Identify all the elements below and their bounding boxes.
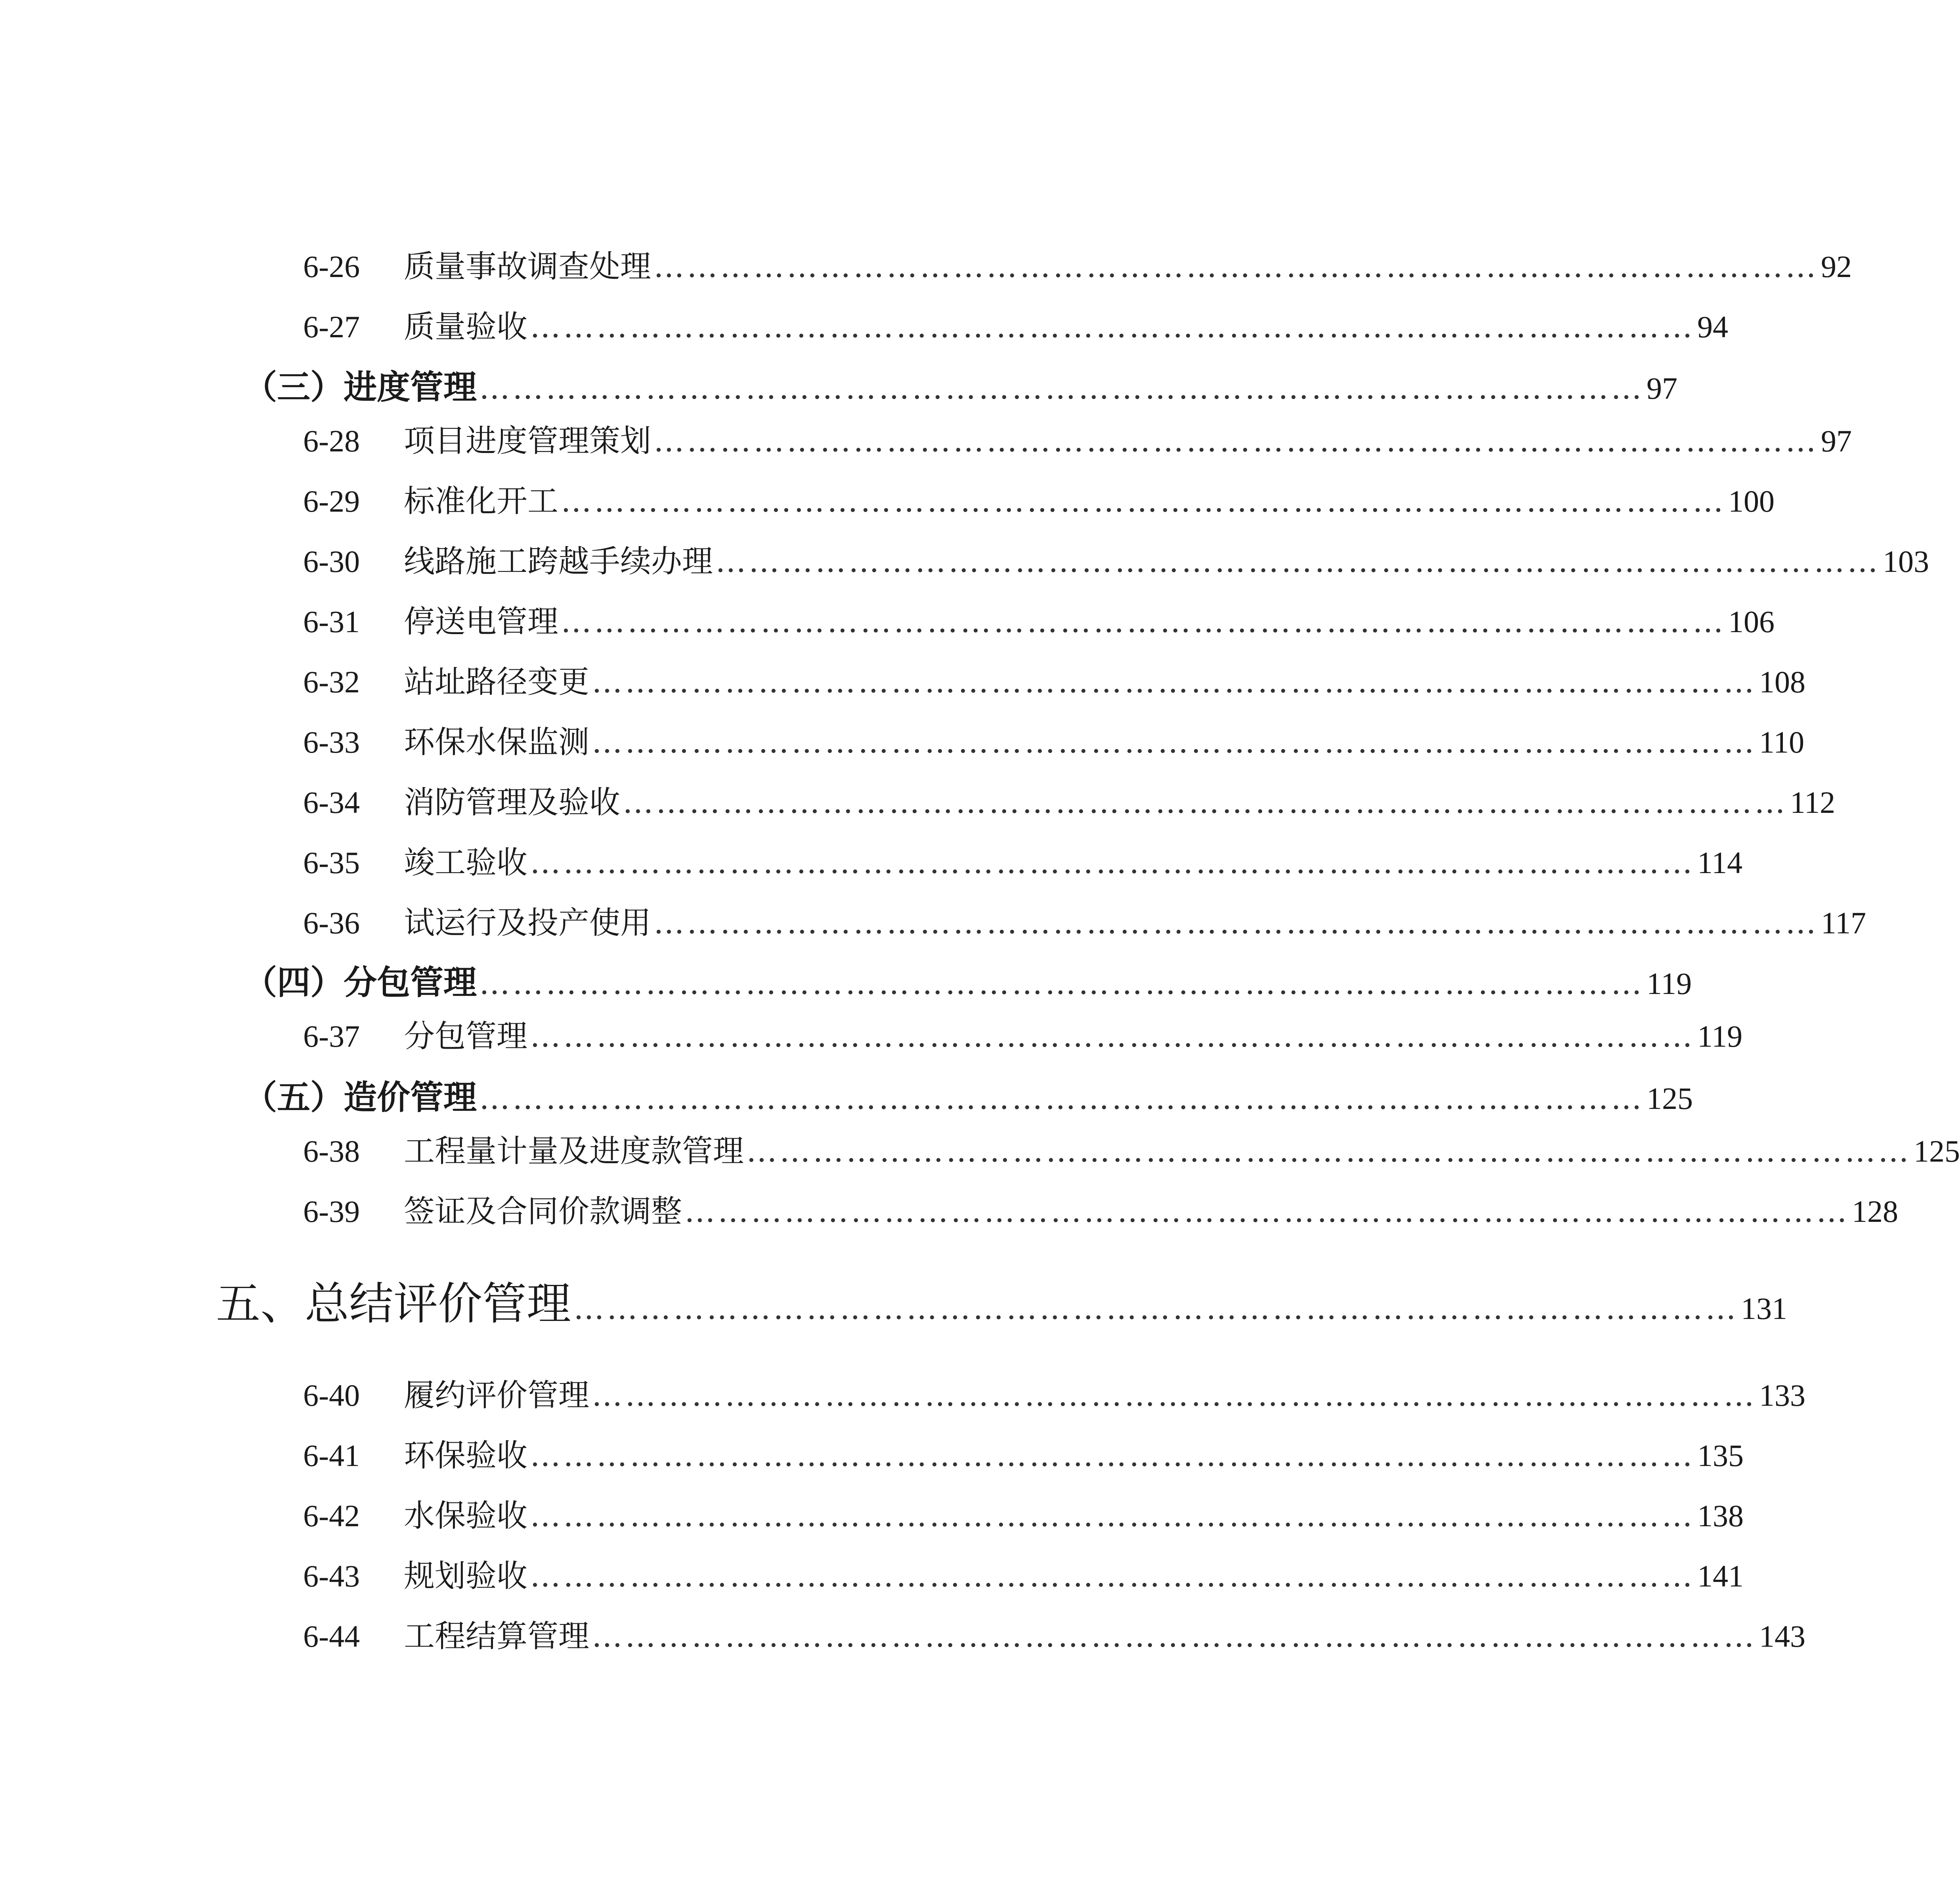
dot-leader: …………………………………………………………………………………………… xyxy=(746,1133,1912,1169)
page-number: 94 xyxy=(1697,310,1729,344)
page-number: 143 xyxy=(1759,1619,1806,1653)
entry-title: 环保水保监测 xyxy=(404,724,590,760)
dot-leader: …………………………………………………………………………………………… xyxy=(530,845,1695,881)
entry-number: 6-43 xyxy=(303,1559,360,1593)
toc-entry-6-42[interactable] xyxy=(303,1491,1744,1539)
page-number: 114 xyxy=(1697,845,1743,880)
toc-entry-6-41[interactable] xyxy=(303,1431,1744,1478)
toc-entry-6-35[interactable] xyxy=(303,838,1743,885)
entry-title: 水保验收 xyxy=(404,1498,528,1534)
dot-leader: …………………………………………………………………………………………… xyxy=(715,544,1881,579)
page-number: 141 xyxy=(1697,1559,1744,1593)
entry-number: 6-31 xyxy=(303,604,360,639)
entry-number: 6-41 xyxy=(303,1438,360,1473)
toc-entry-6-39[interactable] xyxy=(303,1187,1899,1234)
dot-leader: …………………………………………………………………………………………… xyxy=(530,1019,1695,1054)
entry-number: 6-27 xyxy=(303,310,360,344)
page-number: 108 xyxy=(1759,665,1806,699)
entry-title: 标准化开工 xyxy=(404,484,559,519)
dot-leader: …………………………………………………………………………………………… xyxy=(530,309,1695,345)
chapter-title: 五、总结评价管理 xyxy=(216,1278,571,1330)
toc-entry-6-40[interactable] xyxy=(303,1370,1806,1418)
entry-title: 停送电管理 xyxy=(404,604,559,640)
section-title: （四）分包管理 xyxy=(244,963,477,1002)
entry-title: 签证及合同价款调整 xyxy=(404,1194,682,1229)
toc-entry-6-44[interactable] xyxy=(303,1611,1806,1659)
page-number: 128 xyxy=(1852,1194,1899,1229)
dot-leader: …………………………………………………………………………………………… xyxy=(530,1438,1695,1474)
page-number: 97 xyxy=(1647,371,1678,405)
dot-leader: …………………………………………………………………………………………… xyxy=(479,371,1645,406)
entry-title: 分包管理 xyxy=(404,1019,528,1054)
entry-title: 质量事故调查处理 xyxy=(404,249,651,285)
entry-number: 6-39 xyxy=(303,1194,360,1229)
page-number: 106 xyxy=(1728,604,1775,639)
dot-leader: …………………………………………………………………………………………… xyxy=(592,1378,1757,1413)
page-number: 131 xyxy=(1741,1291,1787,1326)
toc-entry-6-27[interactable] xyxy=(303,302,1729,350)
toc-entry-6-33[interactable] xyxy=(303,717,1805,765)
entry-title: 履约评价管理 xyxy=(404,1378,590,1413)
toc-entry-6-36[interactable] xyxy=(303,898,1866,946)
page-number: 135 xyxy=(1697,1438,1744,1473)
page-number: 119 xyxy=(1647,966,1692,1001)
entry-number: 6-44 xyxy=(303,1619,360,1653)
entry-number: 6-37 xyxy=(303,1019,360,1053)
entry-title: 工程量计量及进度款管理 xyxy=(404,1133,744,1169)
dot-leader: …………………………………………………………………………………………… xyxy=(684,1194,1850,1229)
entry-number: 6-32 xyxy=(303,665,360,699)
toc-entry-6-37[interactable] xyxy=(303,1011,1743,1059)
entry-title: 消防管理及验收 xyxy=(404,785,621,820)
dot-leader: …………………………………………………………………………………………… xyxy=(530,1498,1695,1534)
entry-number: 6-38 xyxy=(303,1134,360,1168)
toc-entry-6-28[interactable] xyxy=(303,416,1852,464)
entry-number: 6-26 xyxy=(303,249,360,284)
dot-leader: …………………………………………………………………………………………… xyxy=(530,1558,1695,1594)
entry-title: 线路施工跨越手续办理 xyxy=(404,544,713,579)
dot-leader: …………………………………………………………………………………………… xyxy=(653,905,1819,941)
toc-entry-6-43[interactable] xyxy=(303,1551,1744,1599)
section-title: （五）造价管理 xyxy=(244,1078,477,1117)
page-number: 119 xyxy=(1697,1019,1743,1053)
page-number: 117 xyxy=(1821,906,1866,940)
page-number: 92 xyxy=(1821,249,1852,284)
entry-number: 6-30 xyxy=(303,544,360,579)
toc-section-subcontract-management[interactable] xyxy=(244,956,1692,1003)
page-number: 103 xyxy=(1883,544,1929,579)
entry-title: 规划验收 xyxy=(404,1558,528,1594)
page-number: 125 xyxy=(1914,1134,1960,1168)
entry-number: 6-34 xyxy=(303,785,360,820)
page-number: 125 xyxy=(1647,1081,1693,1116)
page-number: 133 xyxy=(1759,1378,1806,1412)
dot-leader: …………………………………………………………………………………………… xyxy=(592,664,1757,700)
dot-leader: …………………………………………………………………………………………… xyxy=(479,1081,1645,1116)
toc-entry-6-26[interactable] xyxy=(303,242,1852,289)
dot-leader: …………………………………………………………………………………………… xyxy=(653,249,1819,285)
page-number: 100 xyxy=(1728,484,1775,518)
dot-leader: …………………………………………………………………………………………… xyxy=(561,604,1726,640)
entry-number: 6-33 xyxy=(303,725,360,759)
dot-leader: …………………………………………………………………………………………… xyxy=(561,484,1726,519)
toc-chapter-summary-evaluation[interactable] xyxy=(216,1268,1787,1332)
toc-section-progress-management[interactable] xyxy=(244,361,1678,408)
entry-number: 6-28 xyxy=(303,424,360,458)
entry-title: 竣工验收 xyxy=(404,845,528,881)
toc-section-cost-management[interactable] xyxy=(244,1071,1693,1118)
toc-entry-6-34[interactable] xyxy=(303,778,1836,825)
entry-title: 环保验收 xyxy=(404,1438,528,1474)
entry-title: 项目进度管理策划 xyxy=(404,423,651,459)
toc-entry-6-31[interactable] xyxy=(303,597,1775,644)
section-title: （三）进度管理 xyxy=(244,368,477,407)
page-number: 110 xyxy=(1759,725,1805,759)
dot-leader: …………………………………………………………………………………………… xyxy=(573,1291,1738,1326)
entry-number: 6-40 xyxy=(303,1378,360,1412)
dot-leader: …………………………………………………………………………………………… xyxy=(592,1619,1757,1654)
entry-title: 试运行及投产使用 xyxy=(404,905,651,941)
dot-leader: …………………………………………………………………………………………… xyxy=(592,724,1757,760)
entry-number: 6-36 xyxy=(303,906,360,940)
entry-number: 6-42 xyxy=(303,1498,360,1533)
page-number: 112 xyxy=(1790,785,1836,820)
entry-title: 工程结算管理 xyxy=(404,1619,590,1654)
toc-entry-6-32[interactable] xyxy=(303,657,1806,705)
entry-title: 站址路径变更 xyxy=(404,664,590,700)
toc-entry-6-38[interactable] xyxy=(303,1126,1960,1174)
entry-number: 6-29 xyxy=(303,484,360,518)
dot-leader: …………………………………………………………………………………………… xyxy=(479,966,1645,1002)
page-number: 138 xyxy=(1697,1498,1744,1533)
toc-entry-6-30[interactable] xyxy=(303,537,1929,584)
dot-leader: …………………………………………………………………………………………… xyxy=(623,785,1788,820)
entry-number: 6-35 xyxy=(303,845,360,880)
page-number: 97 xyxy=(1821,424,1852,458)
dot-leader: …………………………………………………………………………………………… xyxy=(653,423,1819,459)
toc-entry-6-29[interactable] xyxy=(303,476,1775,524)
entry-title: 质量验收 xyxy=(404,309,528,345)
